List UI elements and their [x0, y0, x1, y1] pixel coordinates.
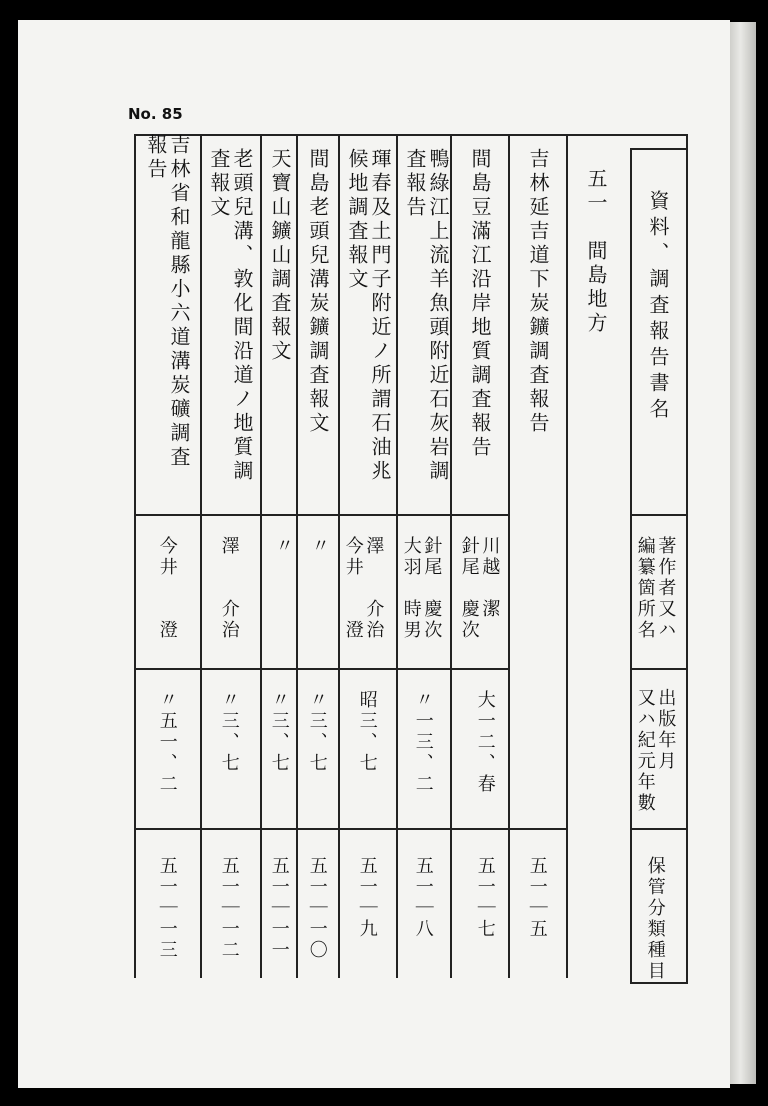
column-rule-date-header — [630, 668, 688, 670]
row-title: 間島豆滿江沿岸地質調査報告 — [468, 148, 492, 460]
row-author: 今井 澄 — [156, 536, 178, 641]
column-rule-code-header — [630, 828, 688, 830]
row-code: 五一｜九 — [356, 856, 378, 940]
row-author: 針尾 慶次 大羽 時男 — [400, 536, 443, 641]
row-divider — [200, 134, 202, 978]
row-divider — [450, 134, 452, 978]
header-author: 著作者又ハ 編纂箇所名 — [634, 536, 677, 641]
header-title: 資料、調査報告書名 — [646, 190, 670, 424]
row-date: 〃三、七 — [268, 690, 290, 774]
row-divider — [296, 134, 298, 978]
row-title: 天寶山鑛山調査報文 — [268, 148, 292, 364]
row-date: 大一二、春 — [474, 690, 496, 795]
row-code: 五一｜五 — [526, 856, 548, 940]
table-top-rule — [135, 134, 688, 136]
row-code: 五一｜一〇 — [306, 856, 328, 961]
row-title: 鴨綠江上流羊魚頭附近石灰岩調 査報告 — [403, 148, 450, 484]
row-title: 吉林省和龍縣小六道溝炭礦調査 報告 — [144, 134, 191, 470]
row-author: 〃 — [272, 536, 294, 557]
column-rule-author — [134, 514, 508, 516]
row-divider — [338, 134, 340, 978]
row-date: 〃三、七 — [218, 690, 240, 774]
header-storage: 保管分類種目 — [644, 856, 666, 982]
row-author: 澤 介治 今井 澄 — [342, 536, 385, 641]
row-date: 〃五一、二 — [156, 690, 178, 795]
row-title: 吉林延吉道下炭鑛調査報告 — [526, 148, 550, 436]
header-top-rule — [630, 148, 688, 150]
row-title: 老頭兒溝、敦化間沿道ノ地質調 査報文 — [207, 148, 254, 484]
header-bottom-rule — [630, 982, 688, 984]
row-code: 五一｜一三 — [156, 856, 178, 961]
row-date: 〃三、七 — [306, 690, 328, 774]
row-code: 五一｜一二 — [218, 856, 240, 961]
table-right-border — [686, 134, 688, 984]
row-author: 澤 介治 — [218, 536, 240, 641]
header-date: 出版年月 又ハ紀元年數 — [634, 688, 677, 814]
row-code: 五一｜七 — [474, 856, 496, 940]
row-divider — [260, 134, 262, 978]
row-code: 五一｜八 — [412, 856, 434, 940]
row-divider — [396, 134, 398, 978]
row-divider — [508, 134, 510, 978]
row-code: 五一｜一一 — [268, 856, 290, 961]
section-heading: 五一 間島地方 — [584, 168, 608, 336]
row-author: 川越 潔 針尾 慶次 — [458, 536, 501, 641]
row-divider — [134, 134, 136, 978]
row-date: 昭三、七 — [356, 690, 378, 774]
page-number: No. 85 — [128, 105, 183, 123]
page-edge — [730, 22, 756, 1084]
row-title: 間島老頭兒溝炭鑛調査報文 — [306, 148, 330, 436]
row-author: 〃 — [308, 536, 330, 557]
header-divider — [630, 148, 632, 984]
column-rule-date — [134, 668, 508, 670]
column-rule-author-header — [630, 514, 688, 516]
row-divider — [566, 134, 568, 978]
column-rule-code — [134, 828, 566, 830]
row-title: 琿春及土門子附近ノ所謂石油兆 候地調査報文 — [345, 148, 392, 484]
row-date: 〃一三、二 — [412, 690, 434, 795]
